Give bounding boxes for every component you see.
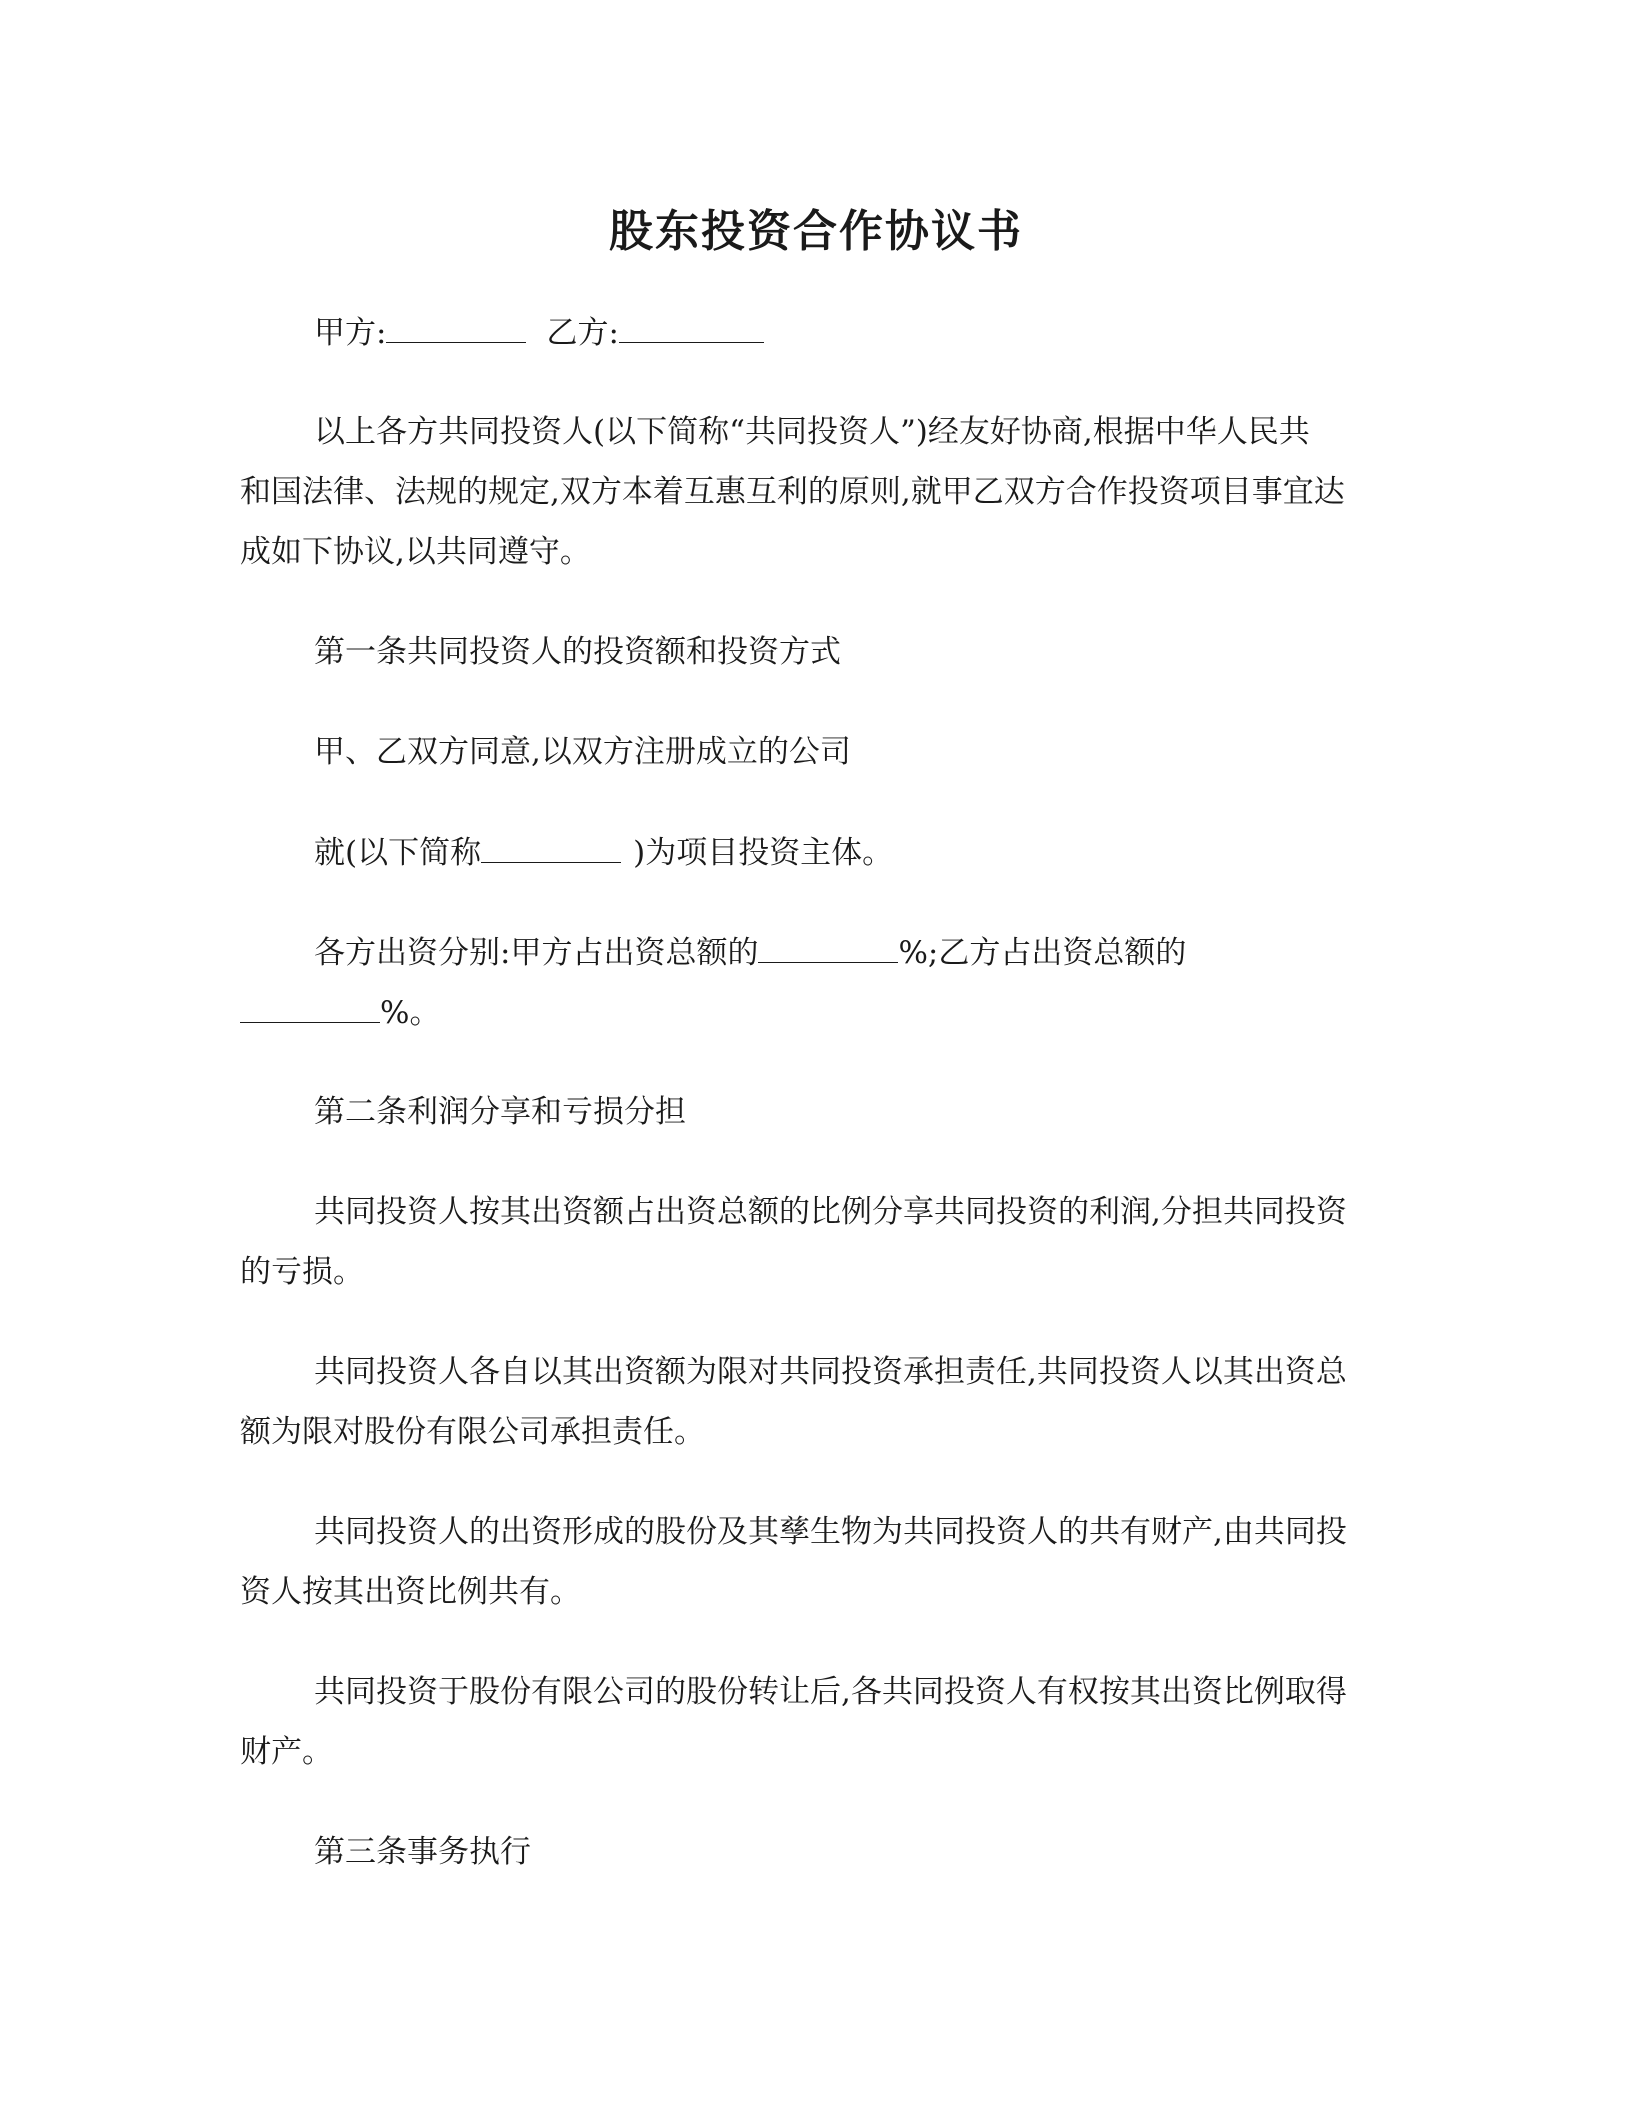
preamble-line-3: 成如下协议,以共同遵守。 [240,534,591,570]
article-1-paragraph-1: 甲、乙双方同意,以双方注册成立的公司 [314,734,851,770]
article-1-p3-end: %。 [380,995,441,1031]
article-2-p1-line-1: 共同投资人按其出资额占出资总额的比例分享共同投资的利润,分担共同投资 [314,1194,1347,1230]
party-a-label: 甲方: [314,315,387,351]
abbreviation-blank [481,832,621,863]
article-1-paragraph-3 [314,932,1186,973]
article-2-p1-line-2: 的亏损。 [240,1254,364,1290]
parties-line [314,312,764,353]
party-b-label: 乙方: [546,315,619,351]
article-1-p3-before: 各方出资分别:甲方占出资总额的 [314,935,759,971]
article-1-p2-after: )为项目投资主体。 [633,835,894,871]
article-1-paragraph-3-cont [240,992,440,1033]
article-2-p2-line-1: 共同投资人各自以其出资额为限对共同投资承担责任,共同投资人以其出资总 [314,1354,1347,1390]
article-1-p2-before: 就(以下简称 [314,835,482,871]
article-2-p3-line-2: 资人按其出资比例共有。 [240,1574,581,1610]
article-1-p3-mid: %;乙方占出资总额的 [898,935,1187,971]
party-b-blank [619,312,764,343]
article-2-p2-line-2: 额为限对股份有限公司承担责任。 [240,1414,705,1450]
preamble-line-1: 以上各方共同投资人(以下简称“共同投资人”)经友好协商,根据中华人民共 [314,414,1310,450]
article-1-paragraph-2 [314,832,893,873]
article-1-heading: 第一条共同投资人的投资额和投资方式 [314,634,841,670]
party-a-share-blank [758,932,898,963]
preamble-line-2: 和国法律、法规的规定,双方本着互惠互利的原则,就甲乙双方合作投资项目事宜达 [240,474,1345,510]
article-2-p3-line-1: 共同投资人的出资形成的股份及其孳生物为共同投资人的共有财产,由共同投 [314,1514,1347,1550]
article-2-heading: 第二条利润分享和亏损分担 [314,1094,686,1130]
document-title: 股东投资合作协议书 [609,206,1023,257]
article-3-heading: 第三条事务执行 [314,1834,531,1870]
party-b-share-blank [240,992,380,1023]
article-2-p4-line-2: 财产。 [240,1734,333,1770]
article-2-p4-line-1: 共同投资于股份有限公司的股份转让后,各共同投资人有权按其出资比例取得 [314,1674,1347,1710]
party-a-blank [386,312,526,343]
